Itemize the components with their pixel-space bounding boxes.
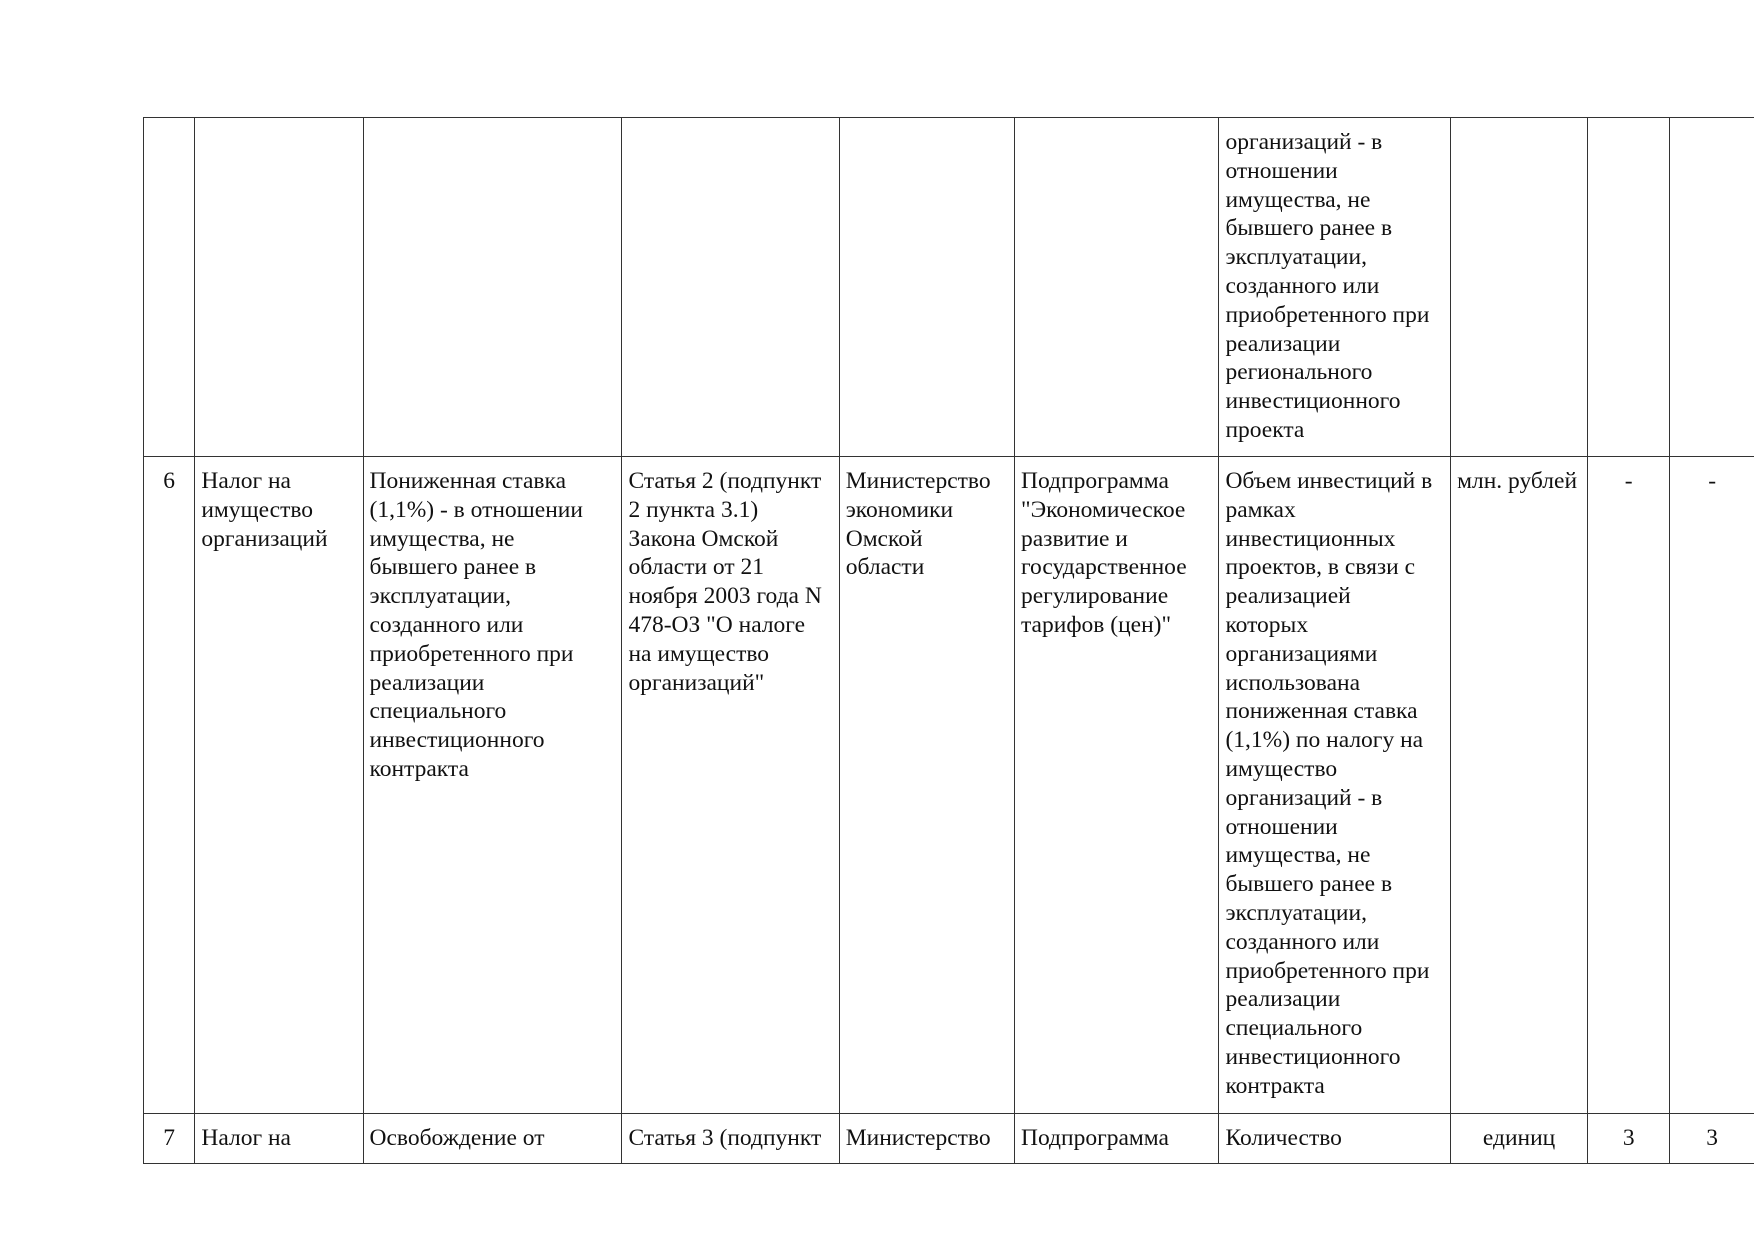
tax-name [195, 118, 363, 457]
legal-basis: Статья 3 (подпункт [622, 1114, 839, 1164]
program: Подпрограмма "Экономическое развитие и государственное регулирование тарифов (цен)" [1015, 457, 1219, 1114]
value-1: - [1588, 457, 1670, 1114]
benefit-description [363, 118, 622, 457]
program [1015, 118, 1219, 457]
indicator: Количество [1219, 1114, 1451, 1164]
table-row [144, 1114, 1754, 1164]
responsible-ministry: Министерство [839, 1114, 1014, 1164]
indicator: организаций - в отношении имущества, не бывшего ранее в эксплуатации, созданного или приобретенного при реализации регионального инвестиционного проекта [1219, 118, 1451, 457]
responsible-ministry: Министерство экономики Омской области [839, 457, 1014, 1114]
unit [1451, 118, 1588, 457]
responsible-ministry [839, 118, 1014, 457]
tax-name: Налог на [195, 1114, 363, 1164]
table-row [144, 457, 1754, 1114]
value-2: 3 [1670, 1114, 1754, 1164]
tax-benefits-table [143, 117, 1754, 1164]
indicator: Объем инвестиций в рамках инвестиционных проектов, в связи с реализацией которых организациями использована пониженная ставка (1,1%) по налогу на имущество организаций - в отношении имущества, не бывшего ранее в эксплуатации, созданного или приобретенного при реализации специального инвестиционного контракта [1219, 457, 1451, 1114]
value-2: - [1670, 457, 1754, 1114]
row-number: 7 [144, 1114, 195, 1164]
benefit-description: Пониженная ставка (1,1%) - в отношении имущества, не бывшего ранее в эксплуатации, созданного или приобретенного при реализации специального инвестиционного контракта [363, 457, 622, 1114]
row-number: 6 [144, 457, 195, 1114]
program: Подпрограмма [1015, 1114, 1219, 1164]
row-number [144, 118, 195, 457]
legal-basis: Статья 2 (подпункт 2 пункта 3.1) Закона Омской области от 21 ноября 2003 года N 478-ОЗ "О налоге на имущество организаций" [622, 457, 839, 1114]
value-1: 3 [1588, 1114, 1670, 1164]
value-2 [1670, 118, 1754, 457]
legal-basis [622, 118, 839, 457]
tax-name: Налог на имущество организаций [195, 457, 363, 1114]
table-row [144, 118, 1754, 457]
benefit-description: Освобождение от [363, 1114, 622, 1164]
unit: млн. рублей [1451, 457, 1588, 1114]
value-1 [1588, 118, 1670, 457]
unit: единиц [1451, 1114, 1588, 1164]
